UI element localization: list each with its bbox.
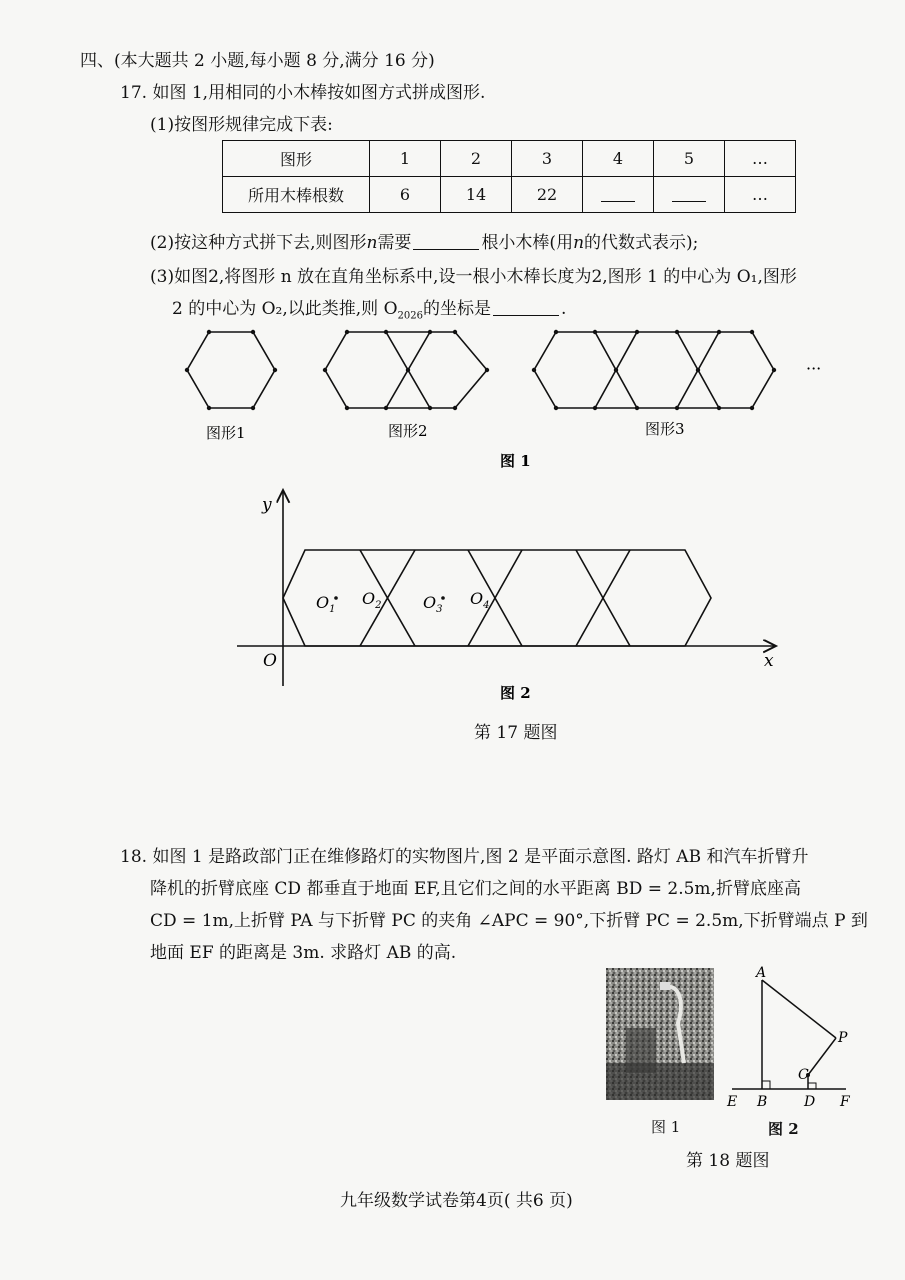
center-label-o4: $O_4$ xyxy=(470,589,490,611)
chain-outline xyxy=(283,550,711,646)
q17-table xyxy=(222,140,796,213)
q18-figure-caption: 第 18 题图 xyxy=(686,1151,770,1171)
answer-blank xyxy=(493,298,559,316)
q17-part3-line1: (3)如图2,将图形 n 放在直角坐标系中,设一根小木棒长度为2,图形 1 的中心为 O₁,图形 xyxy=(150,267,797,287)
point-a-label: A xyxy=(756,965,767,981)
table-cell: 4 xyxy=(583,141,654,177)
q17-part3-line2 xyxy=(172,294,566,321)
table-row xyxy=(223,141,796,177)
part3-text: 2 的中心为 O₂,以此类推,则 O xyxy=(172,299,398,319)
part2-text: (2)按这种方式拼下去,则图形 xyxy=(150,233,367,253)
lower-arm-pc xyxy=(808,1038,836,1075)
q18-line2: 降机的折臂底座 CD 都垂直于地面 EF,且它们之间的水平距离 BD = 2.5m,折臂底座高 xyxy=(150,879,801,899)
table-cell: 3 xyxy=(512,141,583,177)
table-cell: 2 xyxy=(441,141,512,177)
q18-schematic xyxy=(724,962,854,1112)
x-axis-label: x xyxy=(764,651,774,671)
part2-text: 根小木棒(用 xyxy=(481,233,574,253)
table-cell: 1 xyxy=(370,141,441,177)
q17-part1: (1)按图形规律完成下表: xyxy=(150,115,333,135)
q18-fig2-caption: 图 2 xyxy=(768,1120,799,1138)
point-p-label: P xyxy=(838,1030,848,1046)
part2-text: 需要 xyxy=(377,233,412,253)
q18-fig1-caption: 图 1 xyxy=(651,1118,681,1136)
origin-label: O xyxy=(263,651,277,671)
table-header-cell: 图形 xyxy=(223,141,370,177)
q17-figure-caption: 第 17 题图 xyxy=(474,723,558,743)
page-footer: 九年级数学试卷第4页( 共6 页) xyxy=(340,1191,573,1211)
table-answer-cell xyxy=(654,177,725,213)
point-f-label: F xyxy=(840,1094,850,1110)
fig2-caption: 图 2 xyxy=(500,684,531,702)
part2-text: 的代数式表示); xyxy=(584,233,699,253)
table-cell: 6 xyxy=(370,177,441,213)
answer-blank xyxy=(413,232,479,250)
var-n: n xyxy=(366,233,378,253)
fig1-label-1: 图形1 xyxy=(206,424,246,442)
q17-intro: 17. 如图 1,用相同的小木棒按如图方式拼成图形. xyxy=(120,83,486,103)
part3-text: . xyxy=(560,299,567,319)
streetlight-photo xyxy=(606,968,714,1100)
point-e-label: E xyxy=(727,1094,738,1110)
upper-arm-pa xyxy=(762,980,836,1038)
table-cell: … xyxy=(725,177,796,213)
q18-line3: CD = 1m,上折臂 PA 与下折臂 PC 的夹角 ∠APC = 90°,下折臂 PC = 2.5m,下折臂端点 P 到 xyxy=(150,911,868,931)
table-cell: 5 xyxy=(654,141,725,177)
center-label-o2: $O_2$ xyxy=(362,589,382,611)
fig1-label-3: 图形3 xyxy=(645,420,685,438)
point-d-label: D xyxy=(804,1094,816,1110)
table-cell: 22 xyxy=(512,177,583,213)
point-c-label: C xyxy=(798,1067,809,1083)
point-b-label: B xyxy=(757,1094,768,1110)
table-cell: … xyxy=(725,141,796,177)
table-row xyxy=(223,177,796,213)
q17-part2 xyxy=(150,228,698,253)
hexagon-shape-1 xyxy=(187,332,275,408)
subscript: 2026 xyxy=(397,310,423,322)
q17-figure2 xyxy=(0,484,905,714)
answer-blank xyxy=(601,185,635,202)
q17-figure1 xyxy=(0,320,905,480)
hexagon-shape-3 xyxy=(534,332,774,408)
center-label-o3: $O_3$ xyxy=(423,593,443,615)
q18-line4: 地面 EF 的距离是 3m. 求路灯 AB 的高. xyxy=(150,943,457,963)
section-header: 四、(本大题共 2 小题,每小题 8 分,满分 16 分) xyxy=(80,51,435,71)
fig1-label-2: 图形2 xyxy=(388,422,428,440)
table-cell: 14 xyxy=(441,177,512,213)
table-answer-cell xyxy=(583,177,654,213)
answer-blank xyxy=(672,185,706,202)
fig1-caption: 图 1 xyxy=(500,452,531,470)
table-header-cell: 所用木棒根数 xyxy=(223,177,370,213)
var-n: n xyxy=(573,233,585,253)
part3-text: 的坐标是 xyxy=(422,299,491,319)
y-axis-label: y xyxy=(262,495,272,515)
center-label-o1: $O_1$ xyxy=(316,593,336,615)
fig1-ellipsis: ··· xyxy=(806,359,822,378)
q18-line1: 18. 如图 1 是路政部门正在维修路灯的实物图片,图 2 是平面示意图. 路灯 AB 和汽车折臂升 xyxy=(120,847,809,867)
